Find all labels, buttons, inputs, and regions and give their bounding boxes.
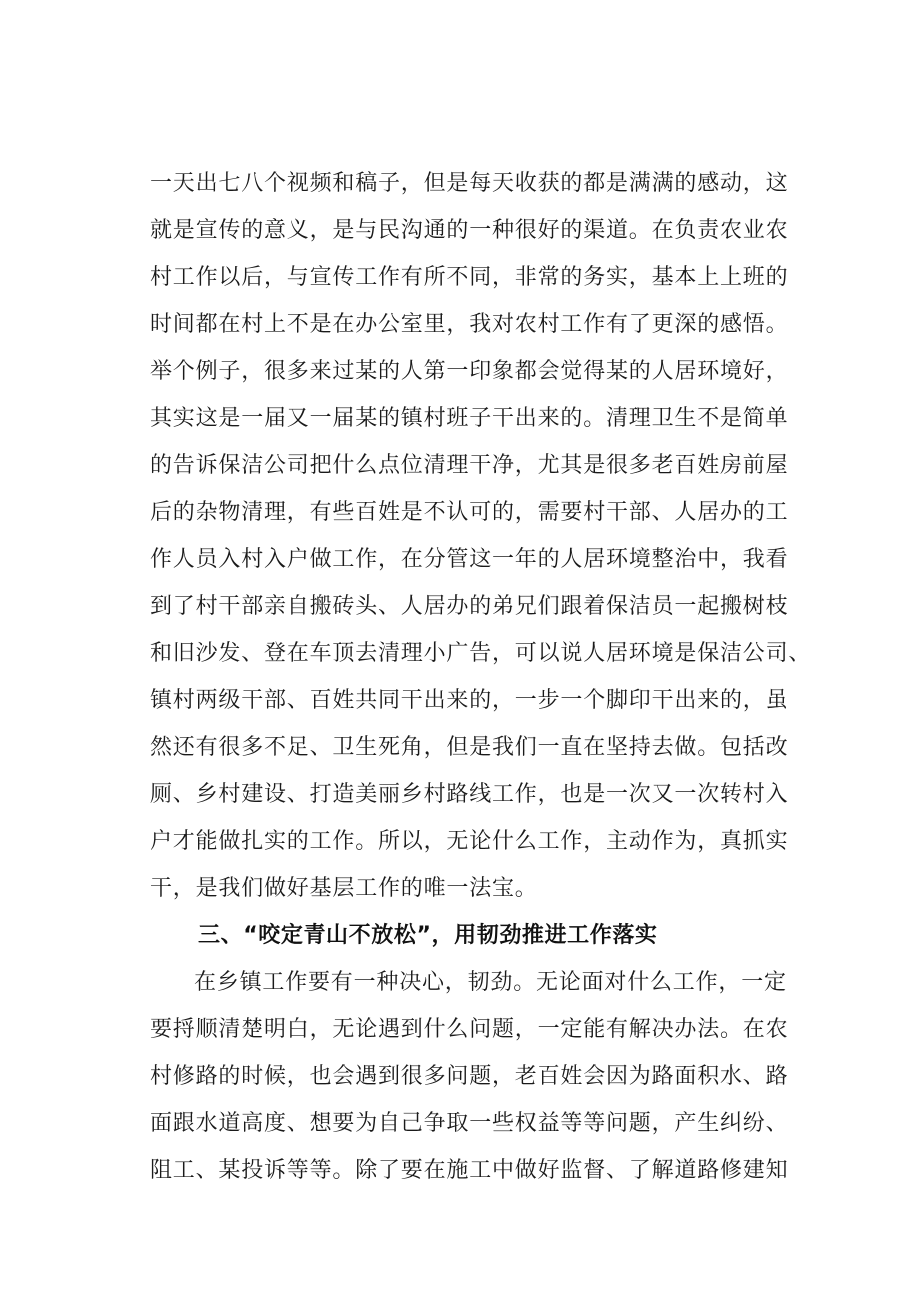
paragraph-1: [150, 160, 810, 912]
paragraph-line: 在乡镇工作要有一种决心，韧劲。无论面对什么工作，一定: [194, 970, 787, 995]
paragraph-2: [150, 959, 810, 1194]
paragraph-line: 和旧沙发、登在车顶去清理小广告，可以说人居环境是保洁公司、: [150, 641, 812, 666]
paragraph-line: 要捋顺清楚明白，无论遇到什么问题，一定能有解决办法。在农: [150, 1017, 789, 1042]
paragraph-line: 作人员入村入户做工作，在分管这一年的人居环境整治中，我看: [150, 547, 789, 572]
paragraph-line: 村工作以后，与宣传工作有所不同，非常的务实，基本上上班的: [150, 265, 789, 290]
paragraph-line: 面跟水道高度、想要为自己争取一些权益等等问题，产生纠纷、: [150, 1111, 789, 1136]
section-heading: 三、“咬定青山不放松”，用韧劲推进工作落实: [198, 923, 658, 948]
paragraph-line: 的告诉保洁公司把什么点位清理干净，尤其是很多老百姓房前屋: [150, 453, 789, 478]
paragraph-line: 户才能做扎实的工作。所以，无论什么工作，主动作为，真抓实: [150, 829, 789, 854]
paragraph-line: 厕、乡村建设、打造美丽乡村路线工作，也是一次又一次转村入: [150, 782, 789, 807]
paragraph-line: 时间都在村上不是在办公室里，我对农村工作有了更深的感悟。: [150, 312, 789, 337]
paragraph-line: 一天出七八个视频和稿子，但是每天收获的都是满满的感动，这: [150, 171, 789, 196]
paragraph-line: 镇村两级干部、百姓共同干出来的，一步一个脚印干出来的，虽: [150, 688, 789, 713]
paragraph-line: 阻工、某投诉等等。除了要在施工中做好监督、了解道路修建知: [150, 1158, 789, 1183]
paragraph-line: 就是宣传的意义，是与民沟通的一种很好的渠道。在负责农业农: [150, 218, 789, 243]
paragraph-line: 举个例子，很多来过某的人第一印象都会觉得某的人居环境好，: [150, 359, 789, 384]
paragraph-line: 然还有很多不足、卫生死角，但是我们一直在坚持去做。包括改: [150, 735, 789, 760]
paragraph-line: 后的杂物清理，有些百姓是不认可的，需要村干部、人居办的工: [150, 500, 789, 525]
body-text: [150, 160, 810, 1194]
paragraph-line: 其实这是一届又一届某的镇村班子干出来的。清理卫生不是简单: [150, 406, 789, 431]
paragraph-line: 到了村干部亲自搬砖头、人居办的弟兄们跟着保洁员一起搬树枝: [150, 594, 789, 619]
paragraph-line: 干，是我们做好基层工作的唯一法宝。: [150, 876, 538, 901]
paragraph-line: 村修路的时候，也会遇到很多问题，老百姓会因为路面积水、路: [150, 1064, 789, 1089]
